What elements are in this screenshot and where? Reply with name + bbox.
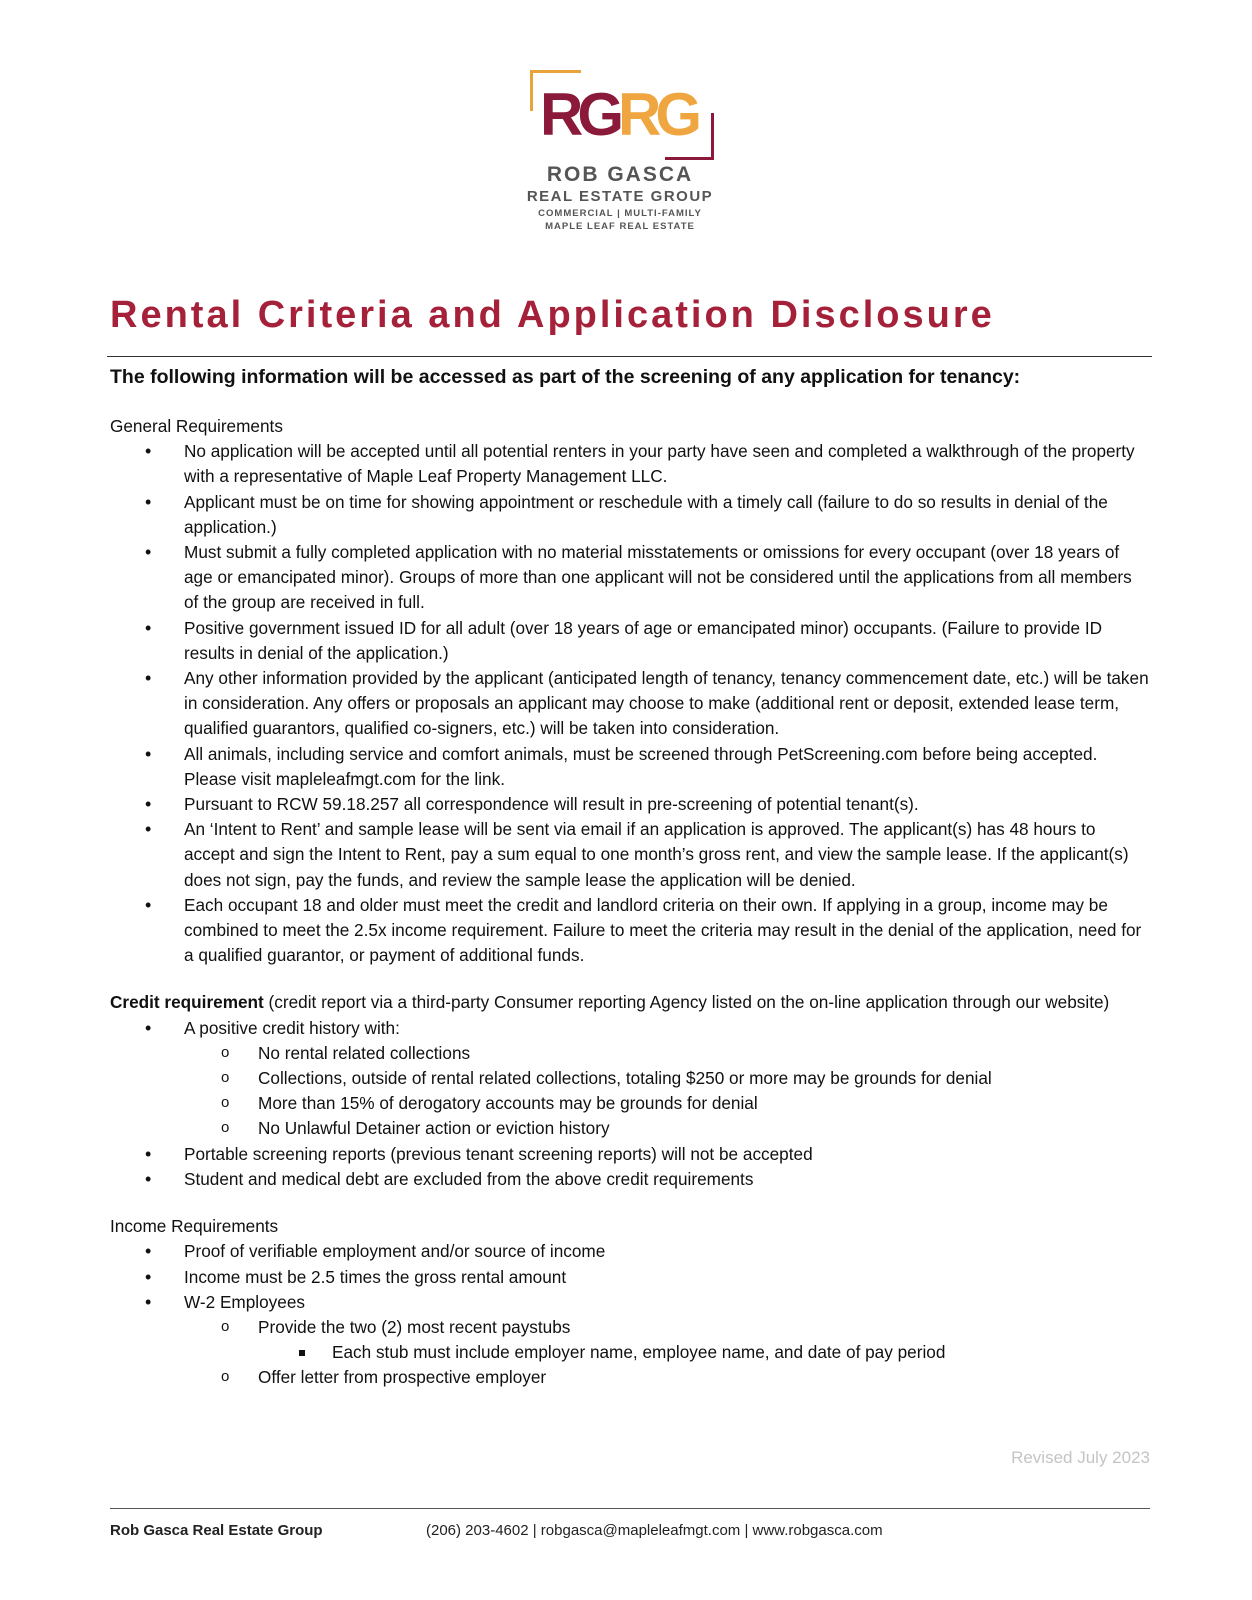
list-item (110, 1290, 1150, 1391)
list-item: • Student and medical debt are excluded from the above credit requirements (110, 1167, 1150, 1192)
credit-heading-bold: Credit requirement (110, 992, 264, 1013)
sub-item-text: Provide the two (2) most recent paystubs (258, 1316, 571, 1337)
credit-requirement-section (110, 990, 1150, 1192)
list-item: • All animals, including service and comfort animals, must be screened through PetScreening.com before being accepted. Please visit mapleleafmgt.com for the link. (110, 742, 1150, 792)
page-title: Rental Criteria and Application Disclosure (110, 294, 995, 336)
footer-organization: Rob Gasca Real Estate Group (110, 1522, 323, 1539)
sub-list-item (184, 1315, 1150, 1365)
logo-monogram: RGRG (540, 81, 696, 148)
page-subtitle: The following information will be accessed as part of the screening of any application for tenancy: (110, 366, 1021, 388)
list-item: • Positive government issued ID for all adult (over 18 years of age or emancipated minor) occupants. (Failure to provide ID results in denial of the application.) (110, 616, 1150, 666)
list-item (110, 1016, 1150, 1142)
list-item: • Proof of verifiable employment and/or source of income (110, 1239, 1150, 1264)
general-requirements-section (110, 414, 1150, 968)
income-item-text: W-2 Employees (184, 1291, 305, 1312)
list-item: • Pursuant to RCW 59.18.257 all correspondence will result in pre-screening of potential tenant(s). (110, 792, 1150, 817)
document-body (110, 414, 1150, 1413)
footer-divider (110, 1508, 1150, 1509)
income-requirements-section (110, 1214, 1150, 1390)
list-item: • Income must be 2.5 times the gross rental amount (110, 1265, 1150, 1290)
credit-requirement-list (110, 1016, 1150, 1192)
footer-contact: (206) 203-4602 | robgasca@mapleleafmgt.com | www.robgasca.com (426, 1522, 883, 1539)
sub-list-item: o Offer letter from prospective employer (184, 1365, 1150, 1390)
list-item: • Any other information provided by the applicant (anticipated length of tenancy, tenancy commencement date, etc.) will be taken in consideration. Any offers or proposals an applicant may choose to make (additional rent or deposit, extended lease term, qualified guarantors, qualified co-signers, etc.) will be taken into consideration. (110, 666, 1150, 742)
income-requirements-list (110, 1239, 1150, 1390)
sub-list-item: o More than 15% of derogatory accounts may be grounds for denial (184, 1091, 1150, 1116)
logo-line-3: COMMERCIAL | MULTI-FAMILY (538, 208, 702, 219)
logo-line-2: REAL ESTATE GROUP (526, 188, 714, 205)
revision-date: Revised July 2023 (1011, 1448, 1150, 1467)
general-requirements-list (110, 439, 1150, 968)
credit-requirement-heading (110, 990, 1150, 1015)
list-item: • An ‘Intent to Rent’ and sample lease will be sent via email if an application is approved. The applicant(s) has 48 hours to accept and sign the Intent to Rent, pay a sum equal to one month’s gross rent, and view the sample lease. If the applicant(s) does not sign, pay the funds, and review the sample lease the application will be denied. (110, 817, 1150, 893)
sub-list-item: o No Unlawful Detainer action or eviction history (184, 1116, 1150, 1141)
logo-line-4: MAPLE LEAF REAL ESTATE (545, 221, 695, 232)
sub-list-item: o Collections, outside of rental related collections, totaling $250 or more may be grounds for denial (184, 1066, 1150, 1091)
title-divider (107, 356, 1152, 357)
detail-list-item: Each stub must include employer name, employee name, and date of pay period (258, 1340, 1150, 1365)
credit-heading-note: (credit report via a third-party Consumer reporting Agency listed on the on-line application through our website) (263, 992, 1110, 1013)
list-item: • Each occupant 18 and older must meet the credit and landlord criteria on their own. If applying in a group, income may be combined to meet the 2.5x income requirement. Failure to meet the criteria may result in the denial of the application, need for a qualified guarantor, or payment of additional funds. (110, 893, 1150, 969)
income-sublist (184, 1315, 1150, 1391)
credit-sublist (184, 1041, 1150, 1142)
company-logo (525, 68, 735, 238)
list-item: • Portable screening reports (previous tenant screening reports) will not be accepted (110, 1142, 1150, 1167)
sub-list-item: o No rental related collections (184, 1041, 1150, 1066)
list-item: • No application will be accepted until all potential renters in your party have seen and completed a walkthrough of the property with a representative of Maple Leaf Property Management LLC. (110, 439, 1150, 489)
list-item: • Applicant must be on time for showing appointment or reschedule with a timely call (failure to do so results in denial of the application.) (110, 490, 1150, 540)
logo-line-1: ROB GASCA (546, 163, 694, 186)
list-item: • Must submit a fully completed application with no material misstatements or omissions for every occupant (over 18 years of age or emancipated minor). Groups of more than one applicant will not be considered until the applications from all members of the group are received in full. (110, 540, 1150, 616)
income-requirements-heading: Income Requirements (110, 1216, 279, 1237)
paystub-detail-list (258, 1340, 1150, 1365)
general-requirements-heading: General Requirements (110, 416, 283, 436)
credit-item-text: A positive credit history with: (184, 1017, 400, 1038)
